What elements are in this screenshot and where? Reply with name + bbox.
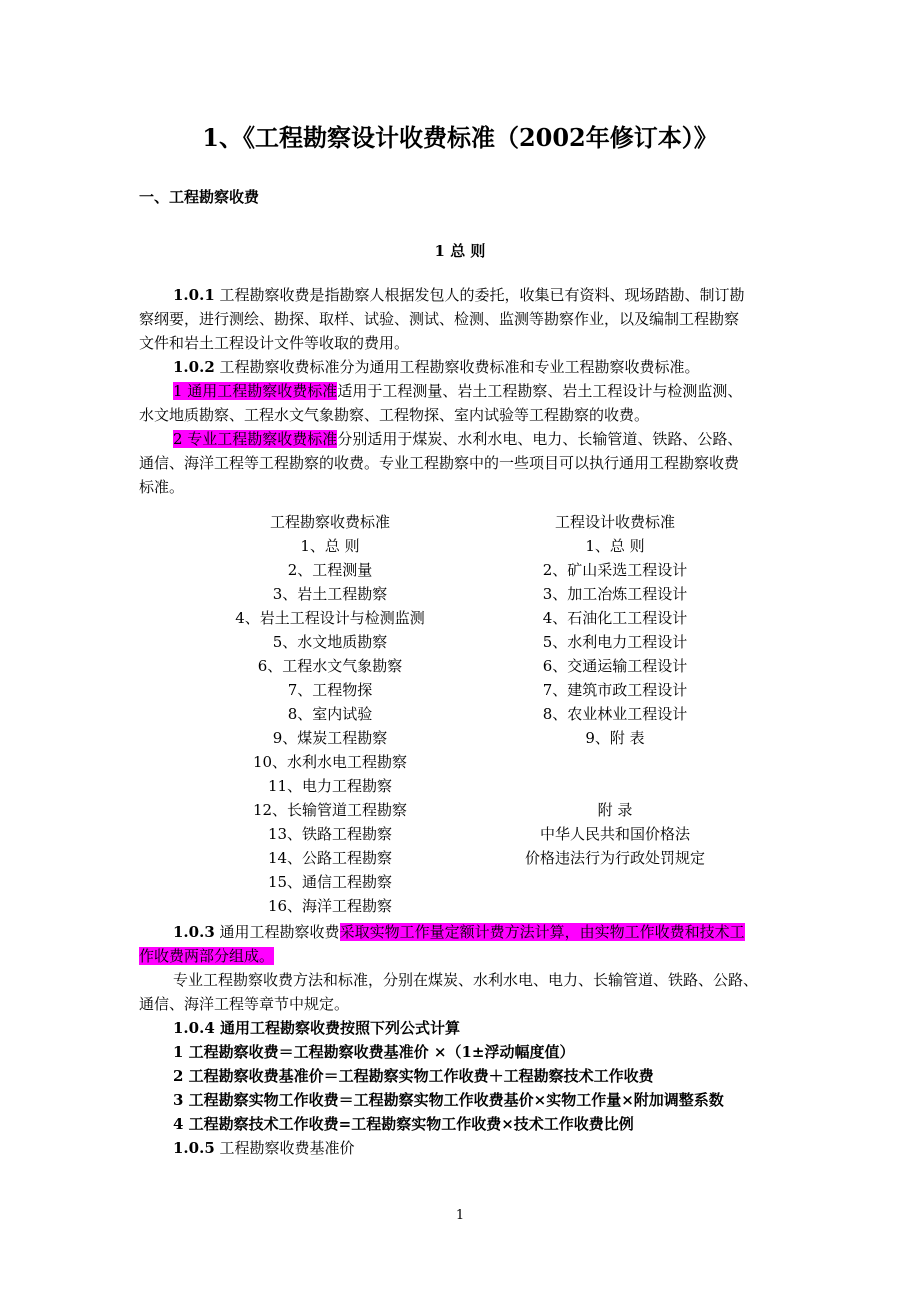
clause-text: 工程勘察收费标准分为通用工程勘察收费标准和专业工程勘察收费标准。 (219, 358, 700, 376)
toc-right-item: 1、总 则 (585, 537, 645, 555)
clause-number: 1.0.5 (173, 1139, 215, 1157)
toc-left-item: 7、工程物探 (287, 681, 373, 699)
appendix-item: 价格违法行为行政处罚规定 (524, 849, 705, 867)
toc-left-item: 5、水文地质勘察 (272, 633, 388, 651)
item-1-line-1 (173, 379, 742, 403)
clause-1-0-4-heading (173, 1016, 460, 1040)
item-2-line-2: 通信、海洋工程等工程勘察的收费。专业工程勘察中的一些项目可以执行通用工程勘察收费 (139, 454, 740, 472)
clause-1-0-3-line-1 (173, 920, 745, 944)
clause-1-0-3-line-2 (139, 944, 274, 968)
toc-left-item: 9、煤炭工程勘察 (272, 729, 388, 747)
toc-left-item: 15、通信工程勘察 (267, 873, 393, 891)
toc-right-item: 2、矿山采选工程设计 (542, 561, 688, 579)
clause-text: 工程勘察收费基准价 (219, 1139, 355, 1157)
toc-left-item: 16、海洋工程勘察 (267, 897, 393, 915)
item-2-line-1 (173, 427, 742, 451)
item-2-line-3: 标准。 (139, 478, 185, 496)
toc-right-item: 7、建筑市政工程设计 (542, 681, 688, 699)
toc-right-item: 5、水利电力工程设计 (542, 633, 688, 651)
formula-3: 3 工程勘察实物工作收费＝工程勘察实物工作收费基价×实物工作量×附加调整系数 (173, 1091, 724, 1109)
highlighted-term: 2 专业工程勘察收费标准 (173, 430, 338, 448)
clause-1-0-5 (173, 1136, 355, 1160)
appendix-heading: 附 录 (597, 801, 633, 819)
formula-4: 4 工程勘察技术工作收费=工程勘察实物工作收费×技术工作收费比例 (173, 1115, 634, 1133)
item-text: 适用于工程测量、岩土工程勘察、岩土工程设计与检测监测、 (337, 382, 743, 400)
toc-left-item: 10、水利水电工程勘察 (252, 753, 408, 771)
page-number: 1 (455, 1208, 465, 1223)
toc-left-item: 3、岩土工程勘察 (272, 585, 388, 603)
formula-1: 1 工程勘察收费＝工程勘察收费基准价 ×（1±浮动幅度值） (173, 1043, 575, 1061)
clause-text: 工程勘察收费是指勘察人根据发包人的委托，收集已有资料、现场踏勘、制订勘 (219, 286, 745, 304)
document-title: 1、《工程勘察设计收费标准（2002年修订本）》 (202, 123, 718, 152)
highlighted-text: 采取实物工作量定额计费方法计算，由实物工作收费和技术工 (339, 923, 745, 941)
toc-left-header: 工程勘察收费标准 (269, 513, 390, 531)
toc-left-item: 2、工程测量 (287, 561, 373, 579)
toc-left-item: 14、公路工程勘察 (267, 849, 393, 867)
toc-right-item: 6、交通运输工程设计 (542, 657, 688, 675)
clause-text: 通用工程勘察收费按照下列公式计算 (220, 1019, 461, 1037)
toc-right-item: 9、附 表 (585, 729, 645, 747)
toc-left-item: 4、岩土工程设计与检测监测 (235, 609, 425, 627)
clause-1-0-3-line-4: 通信、海洋工程等章节中规定。 (139, 995, 350, 1013)
highlighted-term: 1 通用工程勘察收费标准 (173, 382, 338, 400)
formula-2: 2 工程勘察收费基准价＝工程勘察实物工作收费＋工程勘察技术工作收费 (173, 1067, 654, 1085)
clause-1-0-1-line-1 (173, 283, 745, 307)
clause-number: 1.0.2 (173, 358, 215, 376)
item-1-line-2: 水文地质勘察、工程水文气象勘察、工程物探、室内试验等工程勘察的收费。 (139, 406, 650, 424)
item-text: 分别适用于煤炭、水利水电、电力、长输管道、铁路、公路、 (337, 430, 743, 448)
highlighted-text: 作收费两部分组成。 (139, 947, 275, 965)
clause-number: 1.0.1 (173, 286, 215, 304)
clause-number: 1.0.4 (173, 1019, 215, 1037)
toc-left-item: 6、工程水文气象勘察 (257, 657, 403, 675)
appendix-item: 中华人民共和国价格法 (539, 825, 690, 843)
toc-right-header: 工程设计收费标准 (554, 513, 675, 531)
toc-left-item: 12、长输管道工程勘察 (252, 801, 408, 819)
clause-text: 通用工程勘察收费 (219, 923, 340, 941)
toc-left-item: 8、室内试验 (287, 705, 373, 723)
clause-1-0-3-line-3: 专业工程勘察收费方法和标准，分别在煤炭、水利水电、电力、长输管道、铁路、公路、 (173, 971, 759, 989)
clause-number: 1.0.3 (173, 923, 215, 941)
toc-left-item: 1、总 则 (300, 537, 360, 555)
clause-1-0-1-line-2: 察纲要，进行测绘、勘探、取样、试验、测试、检测、监测等勘察作业，以及编制工程勘察 (139, 310, 740, 328)
toc-right-item: 3、加工冶炼工程设计 (542, 585, 688, 603)
section-heading: 一、工程勘察收费 (139, 188, 260, 206)
toc-left-item: 11、电力工程勘察 (267, 777, 393, 795)
chapter-heading: 1 总 则 (434, 242, 486, 260)
clause-1-0-2-line-1 (173, 355, 700, 379)
toc-right-item: 8、农业林业工程设计 (542, 705, 688, 723)
toc-right-item: 4、石油化工工程设计 (542, 609, 688, 627)
toc-left-item: 13、铁路工程勘察 (267, 825, 393, 843)
clause-1-0-1-line-3: 文件和岩土工程设计文件等收取的费用。 (139, 334, 410, 352)
